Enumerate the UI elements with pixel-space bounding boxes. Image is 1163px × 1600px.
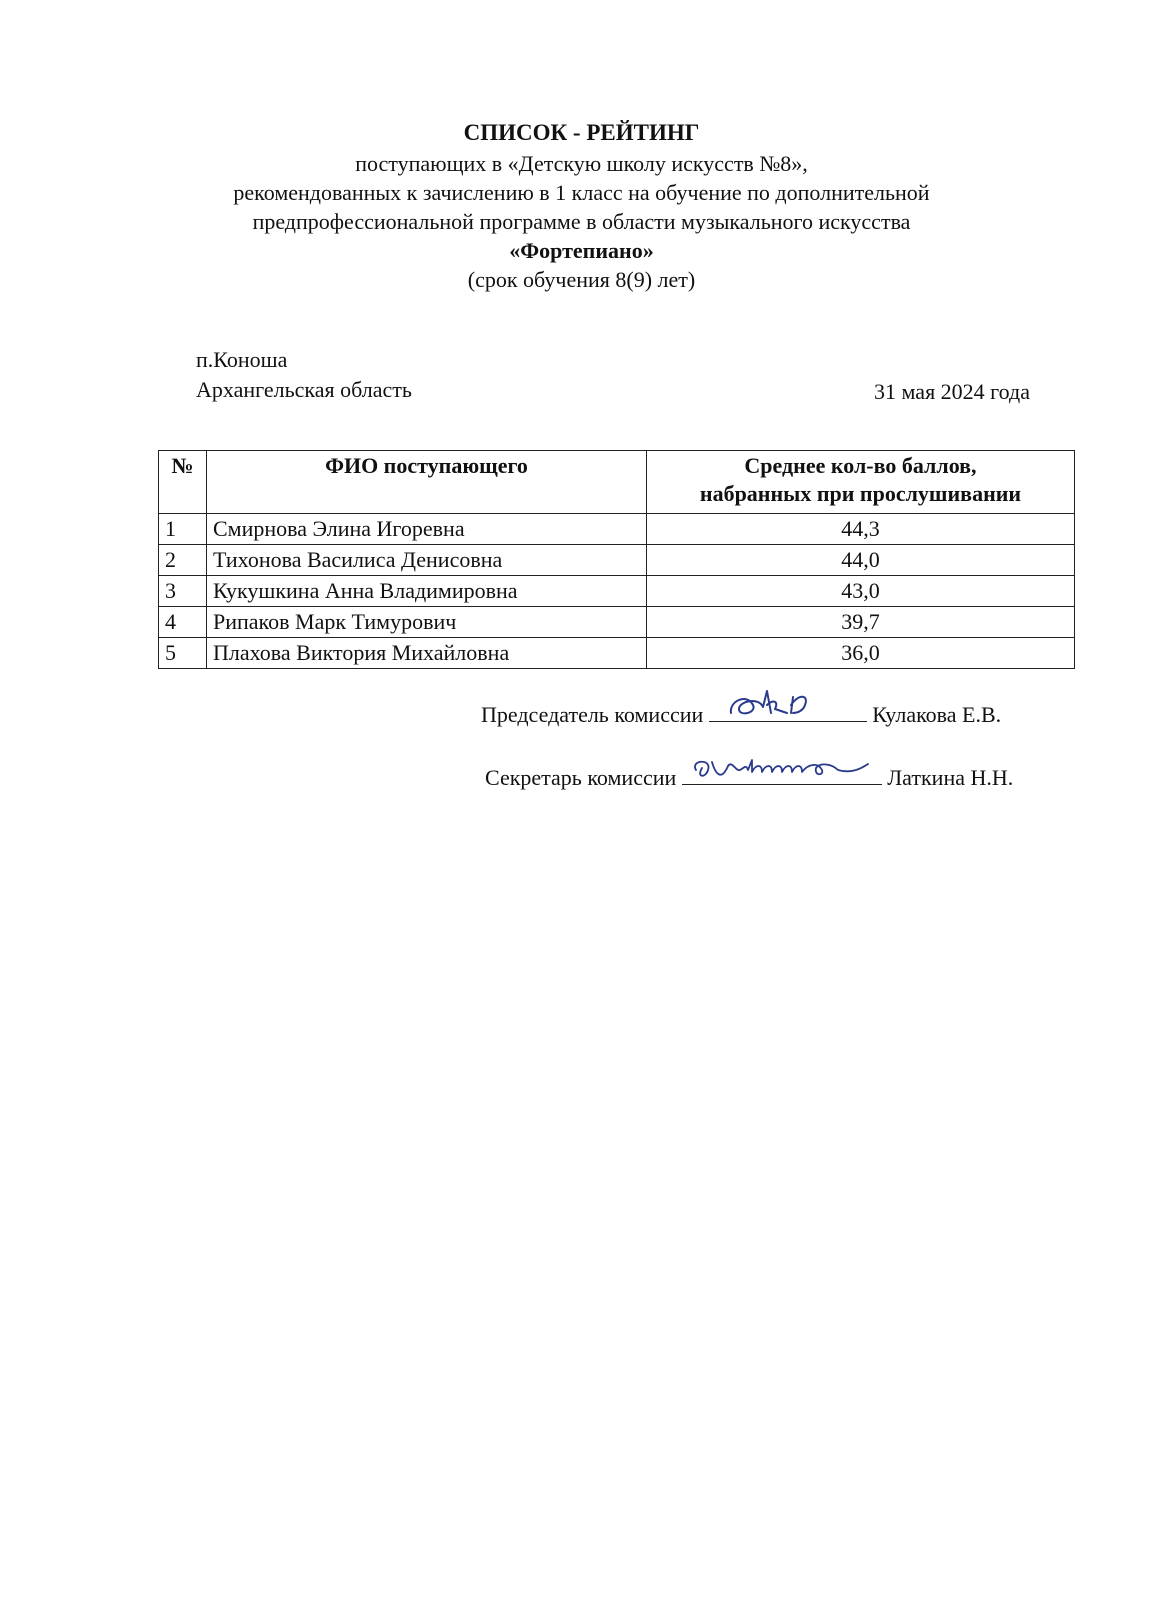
row-name: Кукушкина Анна Владимировна (207, 576, 647, 607)
row-name: Плахова Виктория Михайловна (207, 638, 647, 669)
row-name: Смирнова Элина Игоревна (207, 514, 647, 545)
document-title: СПИСОК - РЕЙТИНГ (463, 120, 700, 145)
row-score: 44,0 (647, 545, 1075, 576)
row-num: 1 (159, 514, 207, 545)
secretary-signature-icon (682, 752, 882, 786)
header-name: ФИО поступающего (207, 451, 647, 514)
row-name: Рипаков Марк Тимурович (207, 607, 647, 638)
header-line-1: поступающих в «Детскую школу искусств №8», (355, 151, 808, 176)
table-row (159, 545, 1075, 576)
table-row (159, 638, 1075, 669)
header-line-2: рекомендованных к зачислению в 1 класс на обучение по дополнительной (233, 180, 930, 205)
row-num: 3 (159, 576, 207, 607)
row-score: 39,7 (647, 607, 1075, 638)
header-score: Среднее кол-во баллов, набранных при прослушивании (647, 451, 1075, 514)
header-num: № (159, 451, 207, 514)
table-row (159, 607, 1075, 638)
secretary-name: Латкина Н.Н. (887, 765, 1014, 790)
row-num: 2 (159, 545, 207, 576)
chair-name: Кулакова Е.В. (872, 702, 1002, 727)
row-score: 43,0 (647, 576, 1075, 607)
table-row (159, 576, 1075, 607)
rating-table (158, 450, 1075, 669)
chair-signature-row (481, 695, 1001, 730)
chair-signature-icon (709, 683, 867, 723)
program-name: «Фортепиано» (509, 238, 654, 263)
header-line-3: предпрофессиональной программе в области музыкального искусства (252, 209, 911, 234)
study-term: (срок обучения 8(9) лет) (467, 267, 696, 292)
row-score: 36,0 (647, 638, 1075, 669)
chair-signature-line (709, 695, 867, 722)
chair-label: Председатель комиссии (481, 702, 704, 727)
row-num: 4 (159, 607, 207, 638)
region: Архангельская область (196, 377, 412, 402)
row-num: 5 (159, 638, 207, 669)
location-block (196, 345, 412, 405)
row-score: 44,3 (647, 514, 1075, 545)
secretary-signature-line (682, 758, 882, 785)
table-header-row (159, 451, 1075, 514)
document-date: 31 мая 2024 года (874, 379, 1030, 404)
settlement: п.Коноша (196, 347, 288, 372)
secretary-label: Секретарь комиссии (485, 765, 677, 790)
row-name: Тихонова Василиса Денисовна (207, 545, 647, 576)
secretary-signature-row (485, 758, 1013, 793)
table-row (159, 514, 1075, 545)
document-header (0, 118, 1163, 294)
